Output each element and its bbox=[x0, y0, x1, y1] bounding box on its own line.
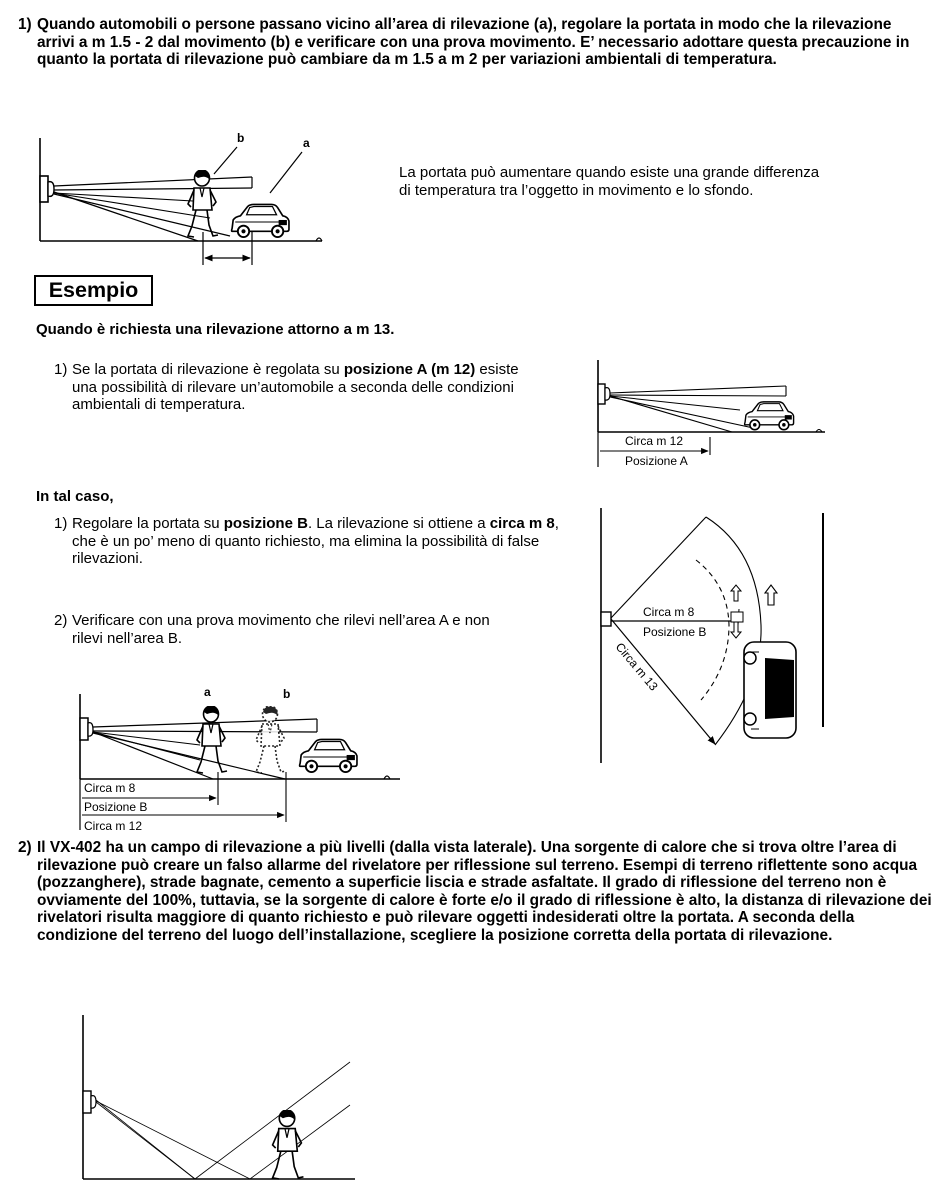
figure-position-a bbox=[590, 355, 830, 480]
figure-3-diagonal: Circa m 13 bbox=[612, 639, 661, 694]
example-requirement: Quando è richiesta una rilevazione attorno a m 13. bbox=[36, 321, 395, 338]
person-figure bbox=[273, 1110, 304, 1179]
case-step-1-text-post: , che è un po’ meno di quanto richiesto, ma elimina la possibilità di false rilevazioni. bbox=[72, 515, 559, 567]
figure-top-view bbox=[593, 505, 833, 765]
car-figure bbox=[745, 402, 794, 430]
figure-2-position: Posizione A bbox=[625, 454, 688, 468]
car-figure bbox=[300, 739, 357, 772]
example-step-1-number: 1) bbox=[54, 361, 68, 378]
case-step-1-position-b: posizione B bbox=[223, 515, 308, 532]
section-2-text: Il VX-402 ha un campo di rilevazione a più livelli (dalla vista laterale). Una sorgente di calore che si trova oltre l’area di rilevazione può creare un falso allarme del rivelatore per riflessione sul terreno. Esempi di terreno riflettente sono acqua (pozzanghere), strade bagnate, cemento a superficie liscia e strade asfaltate. Il grado di riflessione del terreno non è ovviamente del 100%, tuttavia, se la sorgente di calore è forte e/o il grado di riflessione è alto, la distanza di rilevazione dei rivelatori risulta maggiore di quanto richiesto e può rilevare oggetti indesiderati oltre la portata. A seconda della condizione del terreno del luogo dell’installazione, scegliere la posizione corretta della portata di rilevazione. bbox=[37, 839, 932, 944]
section-2-paragraph bbox=[18, 839, 933, 944]
case-step-2-number: 2) bbox=[54, 612, 68, 629]
example-heading: Esempio bbox=[34, 275, 153, 306]
case-step-1-text-pre: Regolare la portata su bbox=[72, 515, 220, 532]
case-step-2 bbox=[54, 612, 524, 647]
figure-3-distance: Circa m 8 bbox=[643, 605, 695, 619]
figure-4-distance-2: Circa m 12 bbox=[84, 819, 143, 833]
figure-3-position: Posizione B bbox=[643, 625, 707, 639]
figure-detection-area-side-view bbox=[30, 120, 330, 270]
case-step-2-text: Verificare con una prova movimento che rilevi nell’area A e non rilevi nell’area B. bbox=[72, 612, 490, 647]
person-b-dashed-figure bbox=[256, 706, 286, 773]
section-1-number: 1) bbox=[18, 16, 32, 33]
figure-4-distance-1: Circa m 8 bbox=[84, 781, 136, 795]
figure-4-label-b: b bbox=[283, 687, 291, 701]
figure-1-label-a: a bbox=[303, 136, 310, 150]
case-step-1-distance: circa m 8 bbox=[489, 515, 555, 532]
figure-ground-reflection bbox=[75, 1010, 365, 1185]
figure-4-label-a: a bbox=[204, 685, 211, 699]
section-1-text: Quando automobili o persone passano vicino all’area di rilevazione (a), regolare la portata in modo che la rilevazione arrivi a m 1.5 - 2 dal movimento (b) e verificare con una prova movimento. E’ necessario adottare questa precauzione in quanto la portata di rilevazione può cambiare da m 1.5 a m 2 per variazioni ambientali di temperatura. bbox=[37, 16, 910, 68]
note-text: La portata può aumentare quando esiste una grande differenza di temperatura tra l’oggetto in movimento e lo sfondo. bbox=[399, 164, 820, 199]
in-that-case-heading: In tal caso, bbox=[36, 488, 114, 505]
example-step-1-text-pre: Se la portata di rilevazione è regolata su bbox=[72, 361, 340, 378]
case-step-1-number: 1) bbox=[54, 515, 68, 532]
person-a-figure bbox=[197, 706, 227, 773]
figure-1-label-b: b bbox=[237, 131, 245, 145]
example-step-1 bbox=[54, 361, 524, 414]
figure-position-b-side-view bbox=[70, 680, 410, 835]
example-step-1-text-post: esiste una possibilità di rilevare un’automobile a seconda delle condizioni ambientali di temperatura. bbox=[72, 361, 519, 413]
car-figure bbox=[232, 204, 289, 237]
section-1-paragraph bbox=[18, 16, 933, 69]
case-step-1 bbox=[54, 515, 574, 568]
example-step-1-position-a: posizione A (m 12) bbox=[343, 361, 476, 378]
case-step-1-text-mid: . La rilevazione si ottiene a bbox=[307, 515, 486, 532]
section-2-number: 2) bbox=[18, 839, 32, 856]
figure-4-position: Posizione B bbox=[84, 800, 148, 814]
figure-2-distance: Circa m 12 bbox=[625, 434, 684, 448]
